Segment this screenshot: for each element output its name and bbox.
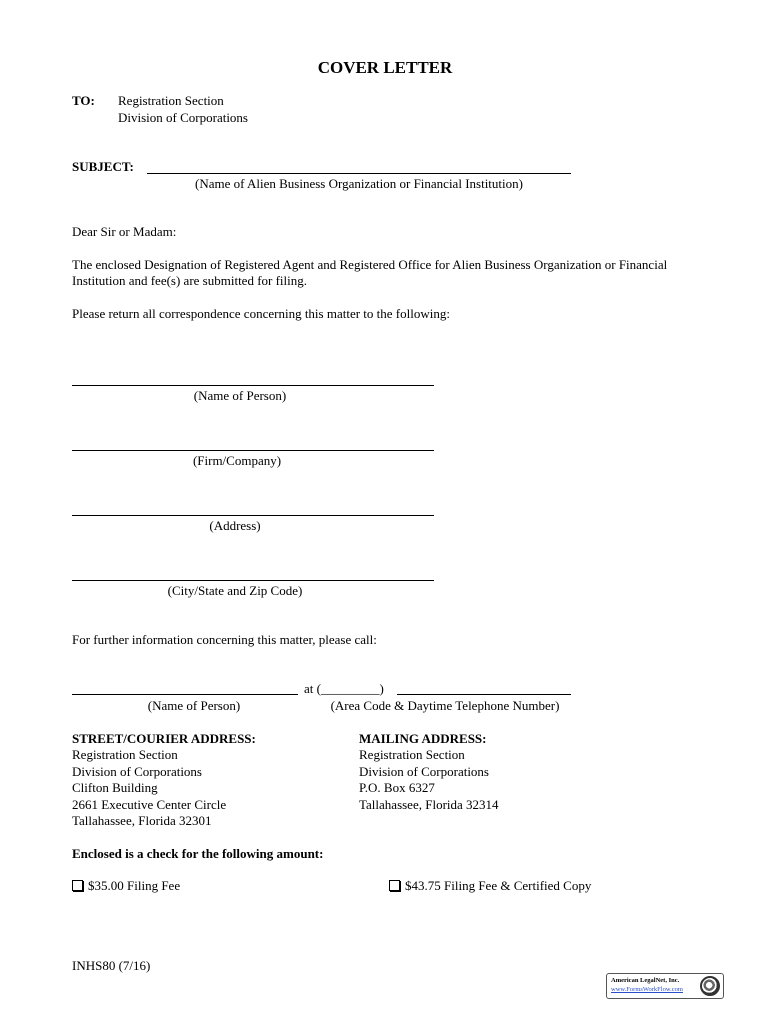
to-line-2: Division of Corporations [118, 110, 248, 125]
to-label: TO: [72, 93, 95, 108]
area-code-field[interactable]: at (_________) [304, 681, 384, 696]
contact-name-caption: (Name of Person) [147, 698, 241, 713]
address-caption: (Address) [209, 518, 261, 533]
mailing-address-heading: MAILING ADDRESS: [359, 731, 487, 746]
publisher-badge [606, 973, 724, 999]
mailing-address-line: P.O. Box 6327 [359, 780, 435, 795]
firm-caption: (Firm/Company) [192, 453, 282, 468]
city-field-line[interactable] [72, 580, 434, 581]
fee-option-filing[interactable] [72, 878, 180, 894]
mailing-address-line: Division of Corporations [359, 764, 489, 779]
mailing-address-line: Registration Section [359, 747, 465, 762]
contact-name-line[interactable] [72, 694, 298, 695]
subject-field-line[interactable] [147, 173, 571, 174]
enclosed-heading: Enclosed is a check for the following amount: [72, 846, 324, 861]
publisher-link[interactable]: www.FormsWorkFlow.com [611, 986, 683, 993]
subject-label: SUBJECT: [72, 159, 134, 174]
phone-number-line[interactable] [397, 694, 571, 695]
name-caption: (Name of Person) [193, 388, 287, 403]
checkbox-icon[interactable] [389, 880, 400, 891]
return-instruction: Please return all correspondence concerning this matter to the following: [72, 306, 450, 321]
further-info: For further information concerning this matter, please call: [72, 632, 377, 647]
firm-field-line[interactable] [72, 450, 434, 451]
body-paragraph: The enclosed Designation of Registered Agent and Registered Office for Alien Business Organization or Financial Institution and fee(s) are submitted for filing. [72, 257, 668, 288]
street-address-line: Clifton Building [72, 780, 158, 795]
street-address-heading: STREET/COURIER ADDRESS: [72, 731, 256, 746]
fee-option-label: $43.75 Filing Fee & Certified Copy [405, 878, 592, 893]
fee-option-certified[interactable] [389, 878, 591, 894]
salutation: Dear Sir or Madam: [72, 224, 177, 239]
page-title: COVER LETTER [317, 58, 453, 77]
mailing-address-line: Tallahassee, Florida 32314 [359, 797, 499, 812]
city-caption: (City/State and Zip Code) [167, 583, 303, 598]
globe-logo-icon [700, 976, 720, 996]
address-field-line[interactable] [72, 515, 434, 516]
street-address-line: Registration Section [72, 747, 178, 762]
fee-option-label: $35.00 Filing Fee [88, 878, 181, 893]
publisher-name: American LegalNet, Inc. [611, 977, 680, 984]
to-line-1: Registration Section [118, 93, 224, 108]
name-field-line[interactable] [72, 385, 434, 386]
street-address-line: 2661 Executive Center Circle [72, 797, 227, 812]
street-address-line: Division of Corporations [72, 764, 202, 779]
phone-caption: (Area Code & Daytime Telephone Number) [330, 698, 560, 713]
form-id: INHS80 (7/16) [72, 958, 151, 973]
subject-caption: (Name of Alien Business Organization or Financial Institution) [195, 176, 523, 191]
street-address-line: Tallahassee, Florida 32301 [72, 813, 212, 828]
checkbox-icon[interactable] [72, 880, 83, 891]
